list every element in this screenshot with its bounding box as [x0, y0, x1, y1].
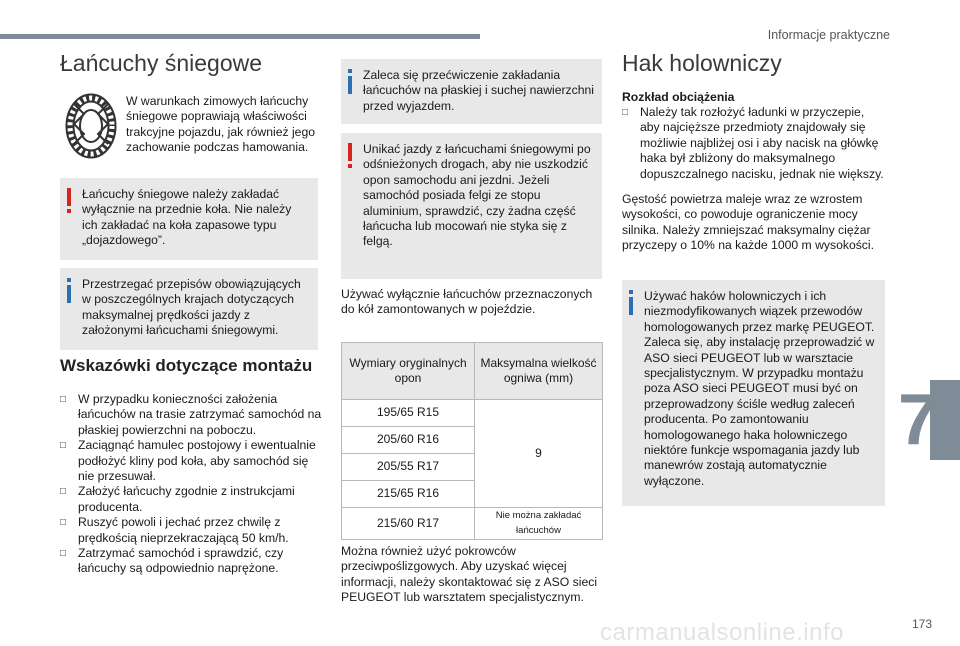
warning-text: Łańcuchy śniegowe należy zakładać wyłącznie na przednie koła. Nie należy ich zakładać na koła zapasowe typu „dojazdowego”.: [82, 187, 292, 248]
page-number: 173: [911, 616, 932, 631]
table-header: Maksymalna wielkość ogniwa (mm): [475, 343, 603, 400]
table-cell: 195/65 R15: [342, 400, 475, 427]
mounting-tips-title: Wskazówki dotyczące montażu: [60, 356, 313, 375]
info-text: Zaleca się przećwiczenie zakładania łańcuchów na płaskiej i suchej nawierzchni przed wyjazdem.: [363, 68, 595, 113]
list-item: □ Zaciągnąć hamulec postojowy i ewentualnie podłożyć kliny pod koła, aby samochód się nie przesuwał.: [60, 438, 322, 484]
table-cell: 205/55 R17: [342, 454, 475, 481]
info-icon: [629, 290, 633, 316]
chains-usage-text: Używać wyłącznie łańcuchów przeznaczonych do kół zamontowanych w pojeździe.: [341, 287, 593, 317]
info-icon: [67, 278, 71, 304]
snow-chain-icon: [60, 92, 122, 160]
warning-box-front-wheels: [60, 178, 318, 260]
info-box-speed-rules: [60, 268, 318, 350]
table-cell: 9: [475, 400, 603, 508]
table-cell: 215/65 R16: [342, 481, 475, 508]
warning-icon: [348, 143, 352, 169]
table-cell: 215/60 R17: [342, 508, 475, 540]
load-distribution-title: Rozkład obciążenia: [622, 90, 735, 104]
warning-icon: [67, 188, 71, 214]
info-box-tow-hook: [622, 280, 885, 506]
info-text: Przestrzegać przepisów obowiązujących w poszczególnych krajach dotyczących maksymalnej prędkości jazdy z założonymi łańcuchami śniegowymi.: [82, 277, 301, 338]
table-header: Wymiary oryginalnych opon: [342, 343, 475, 400]
load-list: [622, 105, 884, 182]
list-item: □ Należy tak rozłożyć ładunki w przyczepie, aby najcięższe przedmioty znajdowały się możliwie najbliżej osi i aby nacisk na główkę haka był zbliżony do maksymalnego dopuszczalnego nacisku, jednak nie większy.: [622, 105, 884, 182]
warning-box-roads: [341, 133, 602, 279]
info-text: Używać haków holowniczych i ich niezmodyfikowanych wiązek przewodów homologowanych przez markę PEUGEOT. Zaleca się, aby instalację przeprowadzić w ASO sieci PEUGEOT lub w warsztacie specjalistycznym. W przypadku montażu poza ASO sieci PEUGEOT musi być on przeprowadzony ściśle według zaleceń producenta. Po zamontowaniu homologowanego haka holowniczego niektóre funkcje wspomagania jazdy lub manewrów zostają automatycznie wyłączone.: [644, 289, 875, 488]
table-cell: Nie można zakładać łańcuchów: [475, 508, 603, 540]
tow-hook-title: Hak holowniczy: [622, 50, 782, 76]
watermark: carmanualsonline.info: [600, 618, 844, 646]
snow-chains-intro: W warunkach zimowych łańcuchy śniegowe poprawiają właściwości trakcyjne pojazdu, jak również jego zachowanie podczas hamowania.: [126, 94, 316, 155]
header-bar: [0, 34, 480, 39]
list-item: □ W przypadku konieczności założenia łańcuchów na trasie zatrzymać samochód na płaskiej powierzchni na poboczu.: [60, 392, 322, 438]
chapter-tab: [898, 380, 960, 460]
info-icon: [348, 69, 352, 95]
info-box-practice: [341, 59, 602, 124]
list-item: □ Zatrzymać samochód i sprawdzić, czy łańcuchy są odpowiednio naprężone.: [60, 546, 322, 577]
table-cell: 205/60 R16: [342, 427, 475, 454]
footer-text: Można również użyć pokrowców przeciwpoślizgowych. Aby uzyskać więcej informacji, należy skontaktować się z ASO sieci PEUGEOT lub warsztatem specjalistycznym.: [341, 544, 598, 605]
tire-chain-table: [341, 342, 603, 540]
list-item: □ Założyć łańcuchy zgodnie z instrukcjami producenta.: [60, 484, 322, 515]
warning-text: Unikać jazdy z łańcuchami śniegowymi po odśnieżonych drogach, aby nie uszkodzić opon samochodu ani jezdni. Jeżeli samochód posiada felgi ze stopu aluminium, sprawdzić, czy żadna część łańcucha lub mocowań nie styka się z felgą.: [363, 142, 591, 249]
section-header: Informacje praktyczne: [767, 28, 890, 42]
snow-chains-title: Łańcuchy śniegowe: [60, 50, 263, 76]
chapter-number: 7: [898, 380, 939, 460]
list-item: □ Ruszyć powoli i jechać przez chwilę z prędkością nieprzekraczającą 50 km/h.: [60, 515, 322, 546]
mounting-steps-list: [60, 392, 322, 577]
air-density-text: Gęstość powietrza maleje wraz ze wzrostem wysokości, co powoduje ograniczenie mocy silnika. Należy zmniejszać maksymalny ciężar przyczepy o 10% na każde 1000 m wysokości.: [622, 192, 874, 253]
